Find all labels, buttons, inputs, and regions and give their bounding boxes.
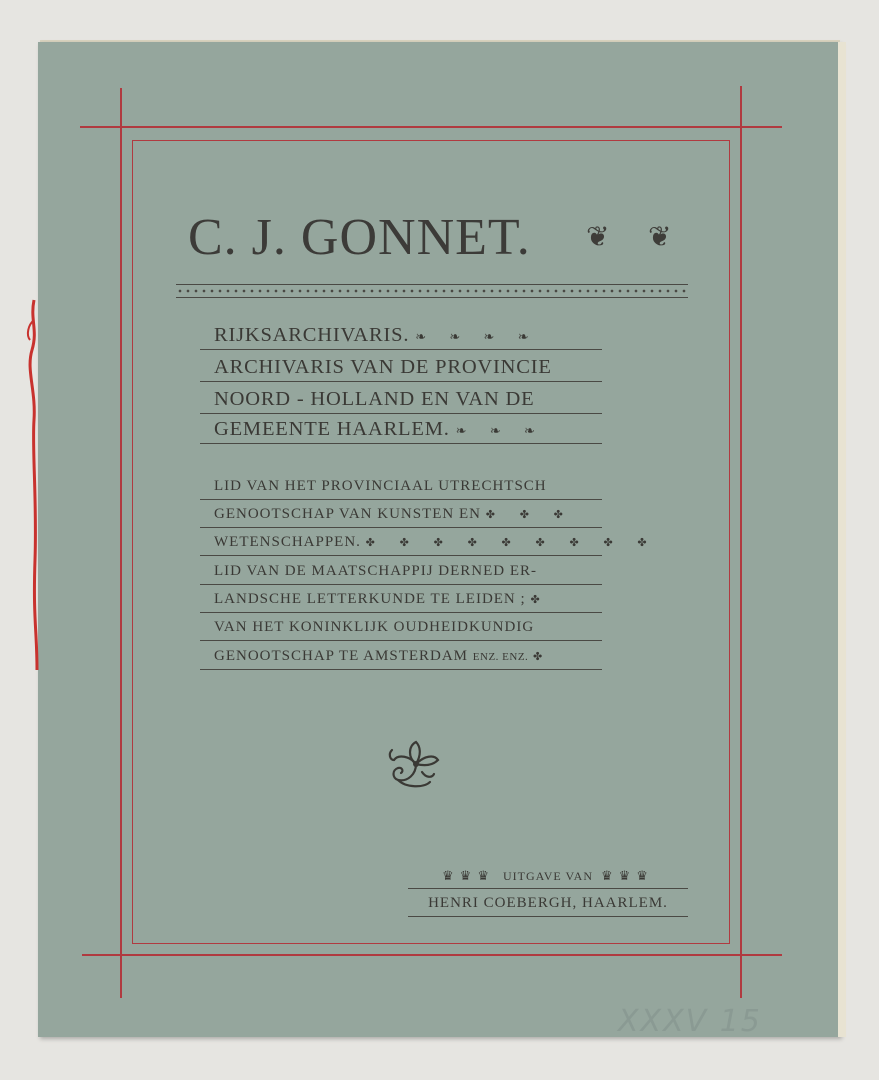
member-line-5: LANDSCHE LETTERKUNDE TE LEIDEN ; ✤	[200, 585, 602, 613]
member-line-2: GENOOTSCHAP VAN KUNSTEN EN ✤ ✤ ✤	[200, 500, 602, 528]
crown-ornament-icon: ♛♛♛	[442, 868, 495, 883]
crown-ornament-icon: ♛♛♛	[601, 868, 654, 883]
scroll-ornament-icon: ❧ ❧ ❧	[455, 423, 545, 438]
member-line-6: VAN HET KONINKLIJK OUDHEIDKUNDIG	[200, 613, 602, 641]
binding-thread	[28, 300, 40, 670]
title-line-2: ARCHIVARIS VAN DE PROVINCIE	[200, 352, 602, 382]
red-rule-bottom	[82, 954, 782, 956]
member-line-7: GENOOTSCHAP TE AMSTERDAM ENZ. ENZ. ✤	[200, 642, 602, 670]
clover-ornament-icon: ✤ ✤ ✤ ✤ ✤ ✤ ✤ ✤ ✤	[365, 537, 658, 549]
member-line-3: WETENSCHAPPEN. ✤ ✤ ✤ ✤ ✤ ✤ ✤ ✤ ✤	[200, 528, 602, 556]
page-title: C. J. GONNET.	[188, 209, 531, 266]
member-line-4: LID VAN DE MAATSCHAPPIJ DERNED ER-	[200, 557, 602, 585]
clover-ornament-icon: ✤	[533, 651, 554, 663]
scroll-ornament-icon: ❧ ❧ ❧ ❧	[415, 329, 539, 344]
clover-ornament-icon: ✤ ✤ ✤	[485, 509, 574, 521]
pencil-mark: XXXV 15	[618, 1004, 762, 1039]
red-rule-top	[80, 126, 782, 128]
red-rule-left	[120, 88, 122, 998]
title-line-3: NOORD - HOLLAND EN VAN DE	[200, 384, 602, 414]
dotted-divider	[176, 284, 688, 298]
member-line-1: LID VAN HET PROVINCIAAL UTRECHTSCH	[200, 472, 602, 500]
red-rule-right	[740, 86, 742, 998]
clover-ornament-icon: ✤	[530, 594, 551, 606]
title-line-4: GEMEENTE HAARLEM. ❧ ❧ ❧	[200, 414, 602, 444]
publisher-name: HENRI COEBERGH, HAARLEM.	[408, 890, 688, 917]
publisher-label: ♛♛♛ UITGAVE VAN ♛♛♛	[408, 864, 688, 889]
leaf-ornament-icon: ❦	[648, 222, 672, 253]
flower-vignette-icon	[386, 738, 440, 792]
leaf-ornament-icon: ❦	[586, 222, 610, 253]
title-line-1: RIJKSARCHIVARIS. ❧ ❧ ❧ ❧	[200, 320, 602, 350]
